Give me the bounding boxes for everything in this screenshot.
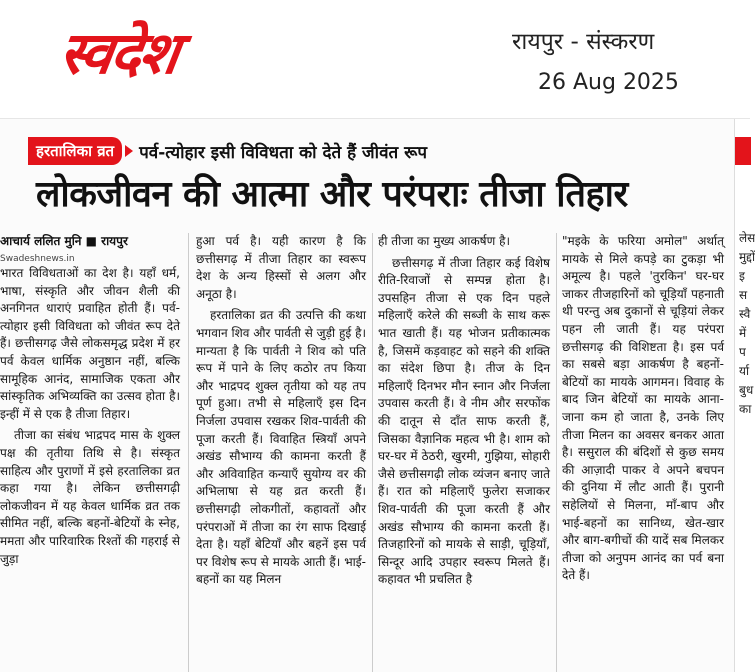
paragraph: छत्तीसगढ़ में तीजा तिहार कई विशेष रीति-रिवाजों से सम्पन्न होता है। उपसहिन तीजा से एक दिन पहले महिलाएँ करेले की सब्जी के साथ करू भात खाती हैं। यह भोजन प्रतीकात्मक है, जिसमें कड़वाहट को सहने की शक्ति का संदेश छिपा है। तीज के दिन महिलाएँ दिनभर मौन स्नान और निर्जला उपवास करती हैं। वे नीम और सरफोंक की दातून से दाँत साफ करती हैं, जिसका वैज्ञानिक महत्व भी है। शाम को घर-घर में ठेठरी, खुरमी, गुझिया, सोहारी जैसे छत्तीसगढ़ी लोक व्यंजन बनाए जाते हैं। रात को महिलाएँ फुलेरा सजाकर शिव-पार्वती की पूजा करती हैं और अखंड सौभाग्य की कामना करती हैं। तिजहारिनों को मायके से साड़ी, चूड़ियाँ, सिन्दूर आदि उपहार स्वरूप मिलते हैं। कहावत भी प्रचलित है [378, 255, 550, 587]
paragraph: ही तीजा का मुख्य आकर्षण है। [378, 234, 511, 248]
next-article-fragment: लेस मुद्दों इस स्वै में पर्या बुध का [739, 231, 755, 416]
kicker-row [28, 137, 427, 165]
column-divider [372, 233, 373, 672]
arrow-right-icon [125, 145, 133, 157]
next-article-edge [734, 119, 755, 672]
byline: आचार्य ललित मुनि ■ रायपुर [0, 234, 128, 248]
edition-date: 26 Aug 2025 [538, 70, 679, 95]
headline: लोकजीवन की आत्मा और परंपराः तीजा तिहार [36, 174, 628, 215]
column-1-text [0, 265, 180, 572]
subheadline: पर्व-त्योहार इसी विविधता को देते हैं जीवंत रूप [139, 142, 428, 163]
kicker-label: हरतालिका व्रत [28, 137, 122, 165]
column-divider [188, 233, 189, 672]
paragraph: भारत विविधताओं का देश है। यहाँ धर्म, भाषा, संस्कृति और जीवन शैली की अनगिनत धाराएं प्रवाहित होती हैं। पर्व-त्योहार इसी विविधता को जीवंत रूप देते हैं। छत्तीसगढ़ जैसे लोकसमृद्ध प्रदेश में हर पर्व केवल धार्मिक अनुष्ठान नहीं, बल्कि सामूहिक आनंद, सामाजिक एकता और सांस्कृतिक अभिव्यक्ति का उत्सव होता है। इन्हीं में से एक है तीजा तिहार। [0, 266, 180, 421]
masthead [0, 0, 750, 118]
column-4 [562, 233, 724, 672]
next-article-kicker-strip [735, 137, 751, 165]
column-divider [556, 233, 557, 672]
paragraph: हुआ पर्व है। यही कारण है कि छत्तीसगढ़ में तीजा तिहार का स्वरूप देश के अन्य हिस्सों से अलग और अनूठा है। [196, 234, 366, 301]
paragraph: तीजा का संबंध भाद्रपद मास के शुक्ल पक्ष की तृतीया तिथि से है। संस्कृत साहित्य और पुराणों में इसे हरतालिका व्रत कहा गया है। लेकिन छत्तीसगढ़ी लोकजीवन में यह केवल धार्मिक व्रत तक सीमित नहीं, बल्कि बहनों-बेटियों के स्नेह, ममता और पारिवारिक रिश्तों की गहराई से जुड़ा [0, 428, 180, 566]
column-1 [0, 233, 180, 672]
column-3 [378, 233, 550, 672]
news-clipping [0, 118, 755, 672]
edition-label: रायपुर - संस्करण [512, 29, 655, 55]
paragraph: "मइके के फरिया अमोल" अर्थात् मायके से मिले कपड़े का टुकड़ा भी अमूल्य है। पहले 'तुरकिन' घर-घर जाकर तीजहारिनों को चूड़ियाँ पहनाती थी परन्तु अब दुकानों से चूड़ियां लेकर पहन ली जाती हैं। यह परंपरा छत्तीसगढ़ की विशिष्टता है। इस पर्व का सबसे बड़ा आकर्षण है बहनों-बेटियों का मायके आगमन। विवाह के बाद जिन बेटियों का मायके आना-जाना कम हो जाता है, उनके लिए तीजा मिलन का अवसर बनकर आता है। ससुराल की बंदिशों से कुछ समय की आज़ादी पाकर वे अपने बचपन की दुनिया में लौट आती हैं। पुरानी सहेलियों से मिलना, माँ-बाप और भाई-बहनों का सानिध्य, खेत-खार और बाग-बगीचों की यादें सब मिलकर तीजा को अनुपम आनंद का पर्व बना देते हैं। [562, 234, 724, 583]
paragraph: हरतालिका व्रत की उत्पत्ति की कथा भगवान शिव और पार्वती से जुड़ी हुई है। मान्यता है कि पार्वती ने शिव को पति रूप में पाने के लिए कठोर तप किया और भाद्रपद शुक्ल तृतीया को यह तप पूर्ण हुआ। तभी से महिलाएँ इस दिन निर्जला उपवास रखकर शिव-पार्वती की पूजा करती हैं। विवाहित स्त्रियाँ अपने अखंड सौभाग्य की कामना करती हैं और अविवाहित कन्याएँ सुयोग्य वर की अभिलाषा से यह व्रत करती हैं। छत्तीसगढ़ी लोकगीतों, कहावतों और परंपराओं में तीजा का रंग साफ दिखाई देता है। यहाँ बेटियाँ और बहनें इस पर्व पर विशेष रूप से मायके आती हैं। भाई-बहनों का यह मिलन [196, 308, 366, 587]
column-2 [196, 233, 366, 672]
newspaper-logo: स्वदेश [55, 19, 182, 87]
article-body [0, 233, 724, 672]
source-label: Swadeshnews.in [0, 254, 75, 264]
